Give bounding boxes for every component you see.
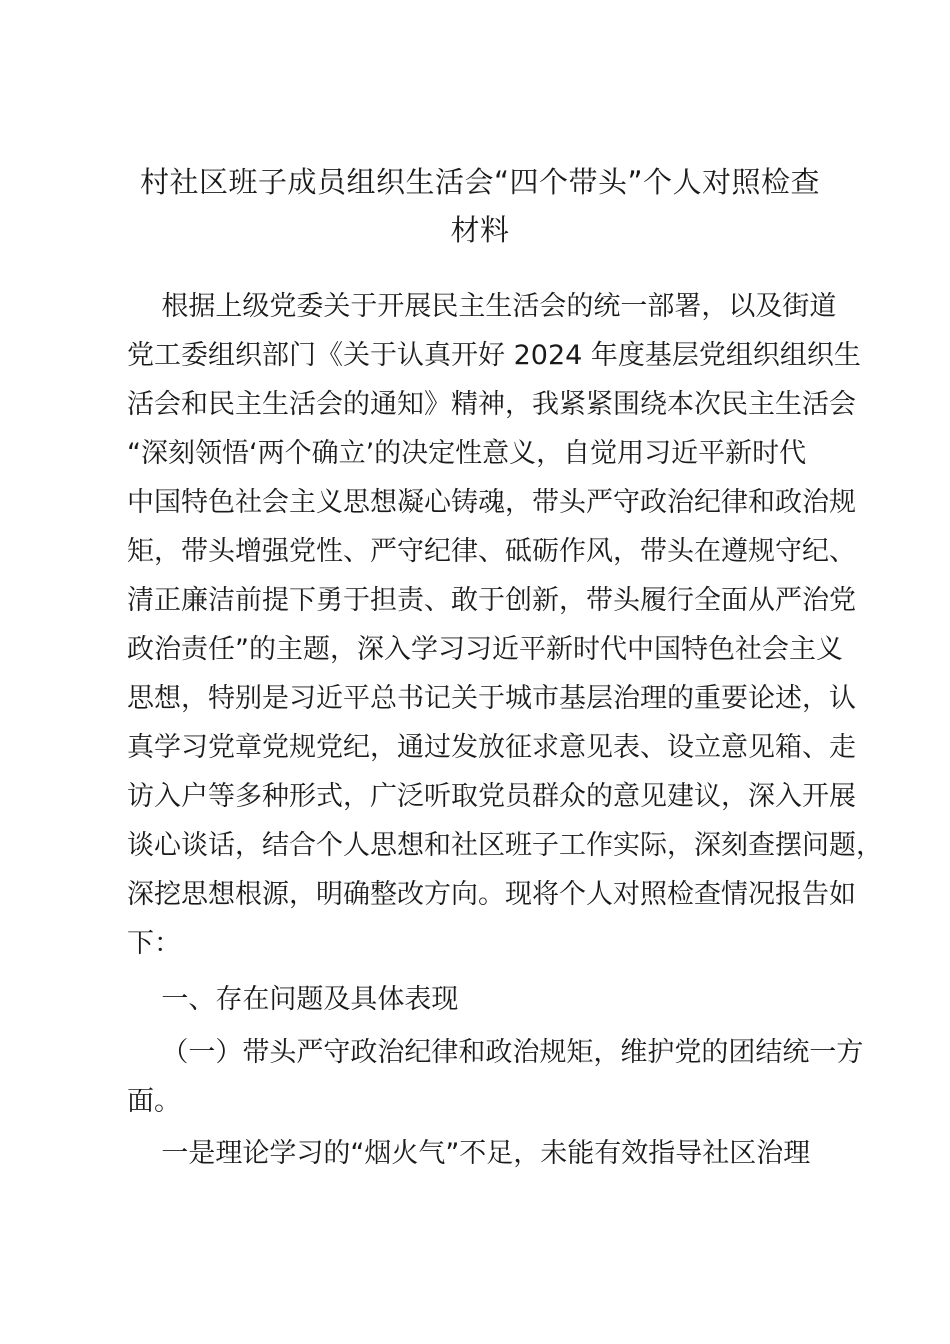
body-line-9: 思想，特别是习近平总书记关于城市基层治理的重要论述，认 (127, 683, 856, 714)
body-line-item-1: 一是理论学习的“烟火气”不足，未能有效指导社区治理 (127, 1138, 811, 1169)
body-line-12: 谈心谈话，结合个人思想和社区班子工作实际，深刻查摆问题， (127, 830, 883, 861)
body-line-3: 活会和民主生活会的通知》精神，我紧紧围绕本次民主生活会 (127, 389, 856, 420)
body-line-13: 深挖思想根源，明确整改方向。现将个人对照检查情况报告如 (127, 879, 856, 910)
body-line-8: 政治责任”的主题，深入学习习近平新时代中国特色社会主义 (127, 634, 843, 665)
body-line-5: 中国特色社会主义思想凝心铸魂，带头严守政治纪律和政治规 (127, 487, 856, 518)
subsection-heading-1: （一）带头严守政治纪律和政治规矩，维护党的团结统一方 (127, 1037, 864, 1068)
body-line-11: 访入户等多种形式，广泛听取党员群众的意见建议，深入开展 (127, 781, 856, 812)
body-line-4: “深刻领悟‘两个确立’的决定性意义，自觉用习近平新时代 (127, 438, 807, 469)
subsection-heading-1-cont: 面。 (127, 1086, 181, 1117)
body-line-2: 党工委组织部门《关于认真开好 2024 年度基层党组织组织生 (127, 340, 861, 371)
body-line-14: 下： (127, 928, 181, 959)
body-line-7: 清正廉洁前提下勇于担责、敢于创新，带头履行全面从严治党 (127, 585, 856, 616)
document-title-line-2: 材料 (450, 213, 510, 247)
body-line-10: 真学习党章党规党纪，通过发放征求意见表、设立意见箱、走 (127, 732, 856, 763)
document-title-line-1: 村社区班子成员组织生活会“四个带头”个人对照检查 (139, 165, 821, 199)
body-line-1: 根据上级党委关于开展民主生活会的统一部署，以及街道 (127, 291, 837, 322)
section-heading-1: 一、存在问题及具体表现 (127, 984, 459, 1015)
body-line-6: 矩，带头增强党性、严守纪律、砥砺作风，带头在遵规守纪、 (127, 536, 856, 567)
